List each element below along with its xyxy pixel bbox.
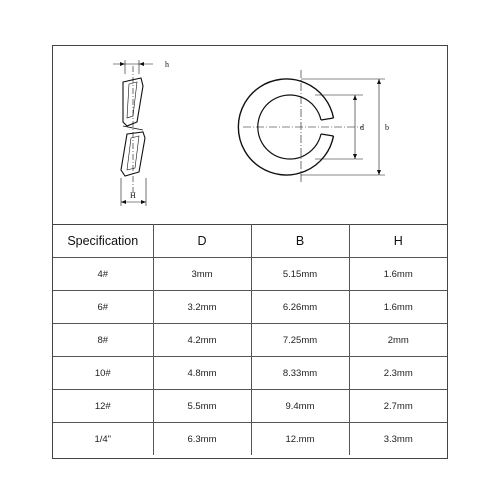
cell-specification: 8# [53, 324, 153, 357]
table-row [53, 423, 447, 456]
cell-d: 3.2mm [153, 291, 251, 324]
cell-d: 6.3mm [153, 423, 251, 456]
cell-b: 9.4mm [251, 390, 349, 423]
cell-b: 6.26mm [251, 291, 349, 324]
cell-h: 1.6mm [349, 291, 447, 324]
specification-table [53, 224, 447, 455]
table-row [53, 390, 447, 423]
cell-specification: 1/4" [53, 423, 153, 456]
cell-specification: 10# [53, 357, 153, 390]
cell-d: 4.8mm [153, 357, 251, 390]
washer-side-view [113, 60, 153, 206]
cell-b: 8.33mm [251, 357, 349, 390]
cell-b: 12.mm [251, 423, 349, 456]
cell-specification: 6# [53, 291, 153, 324]
dimension-label-b: b [385, 123, 389, 132]
cell-h: 1.6mm [349, 258, 447, 291]
dimension-label-h: h [165, 60, 169, 69]
cell-specification: 4# [53, 258, 153, 291]
cell-d: 5.5mm [153, 390, 251, 423]
cell-h: 3.3mm [349, 423, 447, 456]
washer-technical-drawing [53, 46, 447, 224]
table-row [53, 324, 447, 357]
cell-b: 7.25mm [251, 324, 349, 357]
header-d: D [153, 225, 251, 258]
header-b: B [251, 225, 349, 258]
dimension-label-H: H [130, 191, 136, 200]
cell-d: 4.2mm [153, 324, 251, 357]
header-h: H [349, 225, 447, 258]
table-header-row [53, 225, 447, 258]
cell-specification: 12# [53, 390, 153, 423]
cell-h: 2mm [349, 324, 447, 357]
table-row [53, 357, 447, 390]
cell-b: 5.15mm [251, 258, 349, 291]
cell-h: 2.7mm [349, 390, 447, 423]
cell-h: 2.3mm [349, 357, 447, 390]
table-row [53, 291, 447, 324]
dimension-label-d: d [360, 123, 364, 132]
spec-sheet [52, 45, 448, 459]
table-row [53, 258, 447, 291]
header-specification: Specification [53, 225, 153, 258]
cell-d: 3mm [153, 258, 251, 291]
